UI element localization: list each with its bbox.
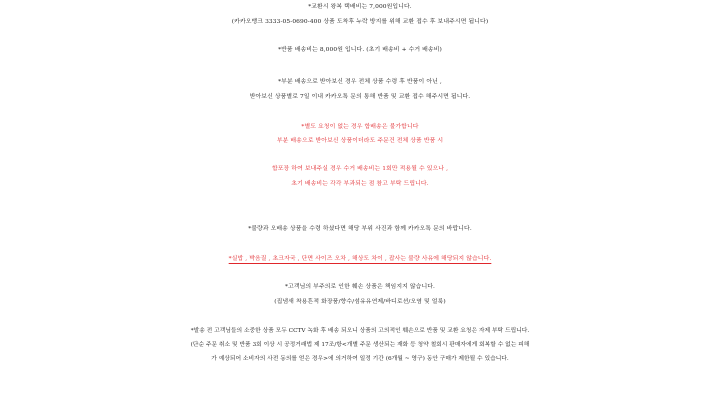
defect-inquiry-line: *불량과 오배송 상품을 수령 하셨다면 해당 부위 사진과 함께 카카오톡 문의 바랍니다. [248, 226, 472, 232]
partial-shipping-line-2: 받아보신 상품별로 7일 이내 카카오톡 문의 통해 반품 및 교환 접수 해주시면 됩니다. [249, 94, 471, 100]
cctv-notice-line-3: 가 예상되어 소비자의 사전 동의를 얻은 경우>에 의거하여 일정 기간 (6개월 ~ 영구) 동안 구매가 제한될 수 있습니다. [211, 356, 509, 362]
exchange-account-line: (카카오뱅크 3333-05-0690-400 상품 도착후 누락 방지를 위해 교환 접수 후 보내주시면 됩니다) [231, 19, 489, 25]
combined-packing-line-1: 합포장 하여 보내주실 경우 수거 배송비는 1회만 적용될 수 있으나 , [271, 166, 449, 172]
combined-packing-line-2: 초기 배송비는 각각 부과되는 점 참고 부탁 드립니다. [291, 181, 429, 187]
return-fee-line: *반품 배송비는 8,000원 입니다. (초기 배송비 + 수거 배송비) [278, 47, 442, 53]
combined-shipping-line-2: 부분 배송으로 받아보신 상품이더라도 주문건 전체 상품 반품 시 [276, 138, 444, 144]
customer-negligence-line-2: (집냄새 착용흔적 화장품/향수/섬유유연제/바디로션/오염 및 얼룩) [274, 299, 446, 305]
customer-negligence-line-1: *고객님의 부주의로 인한 훼손 상품은 책임지지 않습니다. [284, 284, 436, 290]
partial-shipping-line-1: *부분 배송으로 받아보신 경우 전체 상품 수령 후 반품이 아닌 , [278, 79, 442, 85]
cctv-notice-line-2: (단순 주문 취소 및 반품 3회 이상 시 공정거래법 제 17조/항<개별 주문 생산되는 재화 등 청약 철회시 판매자에게 회복할 수 없는 피해 [190, 342, 530, 348]
non-defect-items-line: *실밥 , 박음질 , 초크자국 , 단면 사이즈 오차 , 해상도 차이 , 잡사는 불량 사유에 해당되지 않습니다. [228, 256, 492, 262]
combined-shipping-line-1: *별도 요청이 없는 경우 합배송은 불가합니다 [301, 124, 419, 130]
cctv-notice-line-1: *발송 전 고객님들의 소중한 상품 모두 CCTV 녹화 후 배송 되오니 상품의 고의적인 훼손으로 반품 및 교환 요청은 자제 부탁 드립니다. [190, 328, 530, 334]
exchange-fee-line: *교환시 왕복 택배비는 7,000원입니다. [308, 4, 412, 10]
